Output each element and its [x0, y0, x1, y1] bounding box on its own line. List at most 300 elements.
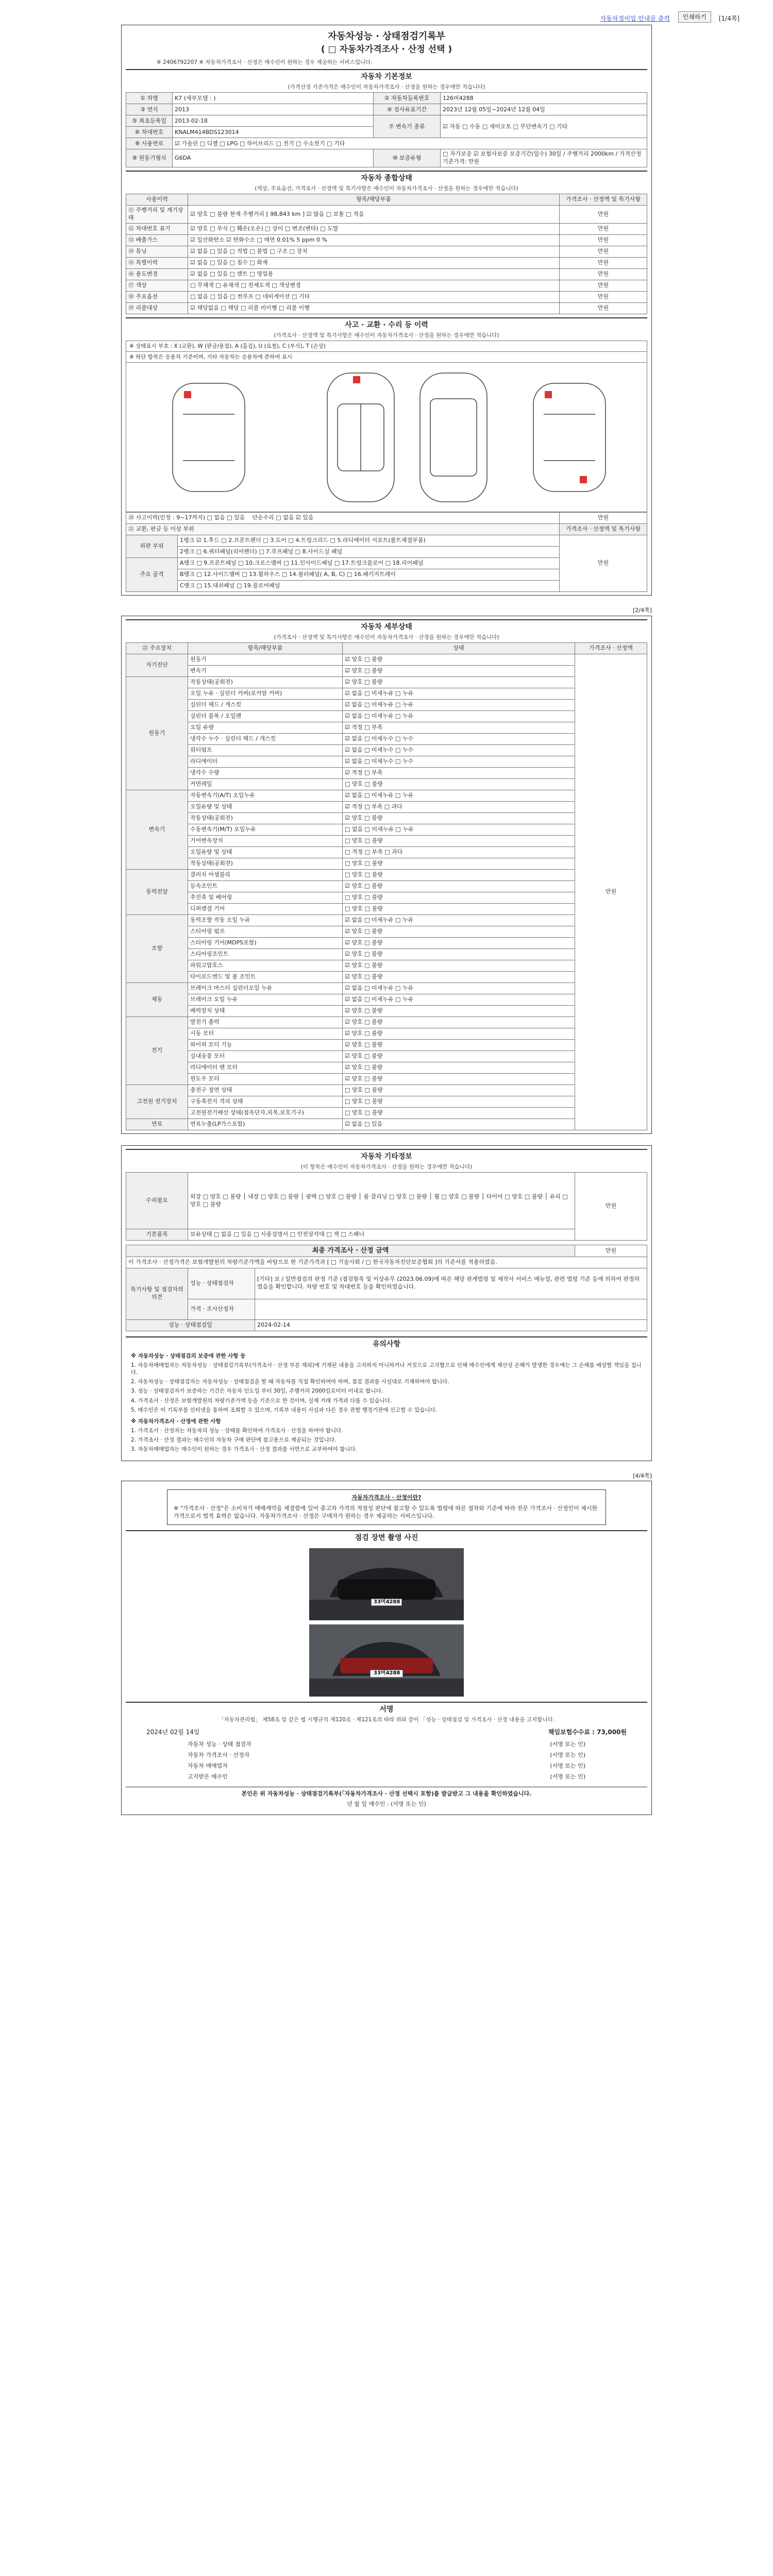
device-group: 제동 [126, 983, 188, 1017]
caution-item: 4. 가격조사 · 산정은 보험개발원의 차량기준가액 등을 기준으로 한 것이며, 실제 거래 가격과 다를 수 있습니다. [131, 1397, 392, 1404]
device-item: 윈도우 모터 [188, 1074, 343, 1085]
device-state: ☑ 적정 □ 부족 [343, 768, 575, 779]
sign-meta [126, 1725, 647, 1739]
device-state: ☑ 없음 □ 미세누유 □ 누유 [343, 915, 575, 926]
device-state: ☑ 없음 □ 미세누유 □ 누유 [343, 790, 575, 802]
table-row [126, 847, 647, 858]
other-info-title: 자동차 기타정보 [126, 1149, 647, 1163]
document-note: ※ 2406792207 ※ 자동차가격조사 · 산정은 매수인이 원하는 경우 제공하는 서비스입니다. [157, 59, 373, 66]
row-value: ☑ 없음 □ 있음 □ 렌트 □ 영업용 [188, 268, 560, 280]
table-row [126, 915, 647, 926]
row-label: ⑬ 배출가스 [126, 234, 188, 246]
device-state: ☑ 적정 □ 부족 □ 과다 [343, 802, 575, 813]
status-table [126, 194, 647, 314]
row-value: ☑ 해당없음 □ 해당 □ 리콜 미이행 □ 리콜 이행 [188, 302, 560, 314]
device-item: 기어변속장치 [188, 836, 343, 847]
row-price: 만원 [560, 302, 647, 314]
table-row [126, 858, 647, 870]
other-info-table [126, 1172, 647, 1241]
table-row [126, 138, 647, 149]
accident-legend-2: ※ 하단 항목은 승용차 기준이며, 기타 자동차는 승용차에 준하여 표시 [126, 352, 647, 363]
row-price: 만원 [560, 535, 647, 592]
table-row [126, 756, 647, 768]
final-price-amount: 만원 [575, 1245, 647, 1257]
row-value: ☑ 양호 □ 불량 현재 주행거리 [ 98,843 km ] ☑ 많음 □ 보통 □ 적음 [188, 206, 560, 224]
device-state: ☑ 양호 □ 불량 [343, 677, 575, 688]
caution-head-2: ※ 자동차가격조사 · 산정에 관한 사항 [131, 1418, 221, 1425]
cell-value: 2013-02-18 [173, 115, 374, 127]
device-state: □ 양호 □ 불량 [343, 779, 575, 790]
basic-info-title: 자동차 기본정보 [126, 69, 647, 83]
cell-label: ② 자동차등록번호 [374, 93, 441, 104]
row-label: ⑮ 특별이력 [126, 257, 188, 268]
device-state: ☑ 없음 □ 미세누유 □ 누유 [343, 688, 575, 700]
device-state: ☑ 없음 □ 미세누수 □ 누수 [343, 734, 575, 745]
device-item: 배력장치 상태 [188, 1006, 343, 1017]
accident-title: 사고 · 교환 · 수리 등 이력 [126, 317, 647, 331]
column-header: 항목/해당부품 [188, 643, 343, 654]
table-row [126, 768, 647, 779]
outer-rank-1: 1랭크 ☑ 1.후드 □ 2.프론트펜더 □ 3.도어 □ 4.트렁크리드 □ 5.라디에이터 서포트(볼트체결부품) [178, 535, 560, 547]
table-row [126, 1319, 647, 1331]
cell-value: ☑ 가솔린 □ 디젤 □ LPG □ 하이브리드 □ 전기 □ 수소전기 □ 기타 [173, 138, 647, 149]
device-state: □ 양호 □ 불량 [343, 892, 575, 904]
opinion-sub: 성능 · 상태점검자 [188, 1268, 255, 1299]
device-item: 연료누출(LP가스포함) [188, 1119, 343, 1130]
row-value: 외장 □ 양호 □ 불량 │ 내장 □ 양호 □ 불량 │ 광택 □ 양호 □ 불량 │ 룸 클리닝 □ 양호 □ 불량 │ 휠 □ 양호 □ 불량 │ 타이어 □ 양호 □ 불량 │ 유리 □ 양호 □ 불량 [188, 1173, 575, 1229]
row-value: ☑ 일산화탄소 ☑ 탄화수소 □ 매연 0.01% 5 ppm 0 % [188, 234, 560, 246]
column-header: 가격조사 · 산정액 및 특기사항 [560, 194, 647, 206]
sign-title: 서명 [126, 1702, 647, 1716]
guide-print-link[interactable]: 자동차정비업 안내문 출력 [600, 15, 670, 22]
cell-value: ☑ 자동 □ 수동 □ 세미오토 □ 무단변속기 □ 기타 [441, 115, 647, 138]
signer-role: 자동차 매매업자 [188, 1762, 228, 1769]
price-notice-box [167, 1489, 606, 1525]
row-value: ☑ 양호 □ 부식 □ 훼손(오손) □ 상이 □ 변조(변타) □ 도말 [188, 223, 560, 234]
outer-panel-label: 외판 부위 [126, 535, 178, 558]
main-frame-label: 주요 골격 [126, 558, 178, 592]
sign-date: 2024년 02월 14일 [146, 1728, 200, 1736]
photo-rear [309, 1624, 464, 1697]
device-item: 시동 모터 [188, 1028, 343, 1040]
outer-rank-2: 2랭크 □ 6.쿼터패널(리어펜더) □ 7.루프패널 □ 8.사이드실 패널 [178, 547, 560, 558]
device-state: ☑ 없음 □ 미세누유 □ 누유 [343, 994, 575, 1006]
car-front-photo [309, 1548, 464, 1620]
device-group: 고전원 전기장치 [126, 1085, 188, 1119]
opinion-label: 특기사항 및 점검자의 의견 [126, 1268, 188, 1319]
device-state: ☑ 양호 □ 불량 [343, 926, 575, 938]
table-row [126, 904, 647, 915]
device-group: 동력전달 [126, 870, 188, 915]
status-title: 자동차 종합상태 [126, 171, 647, 184]
table-row [126, 1229, 647, 1241]
table-row [126, 813, 647, 824]
device-group: 원동기 [126, 677, 188, 790]
row-price: 만원 [575, 654, 647, 1130]
row-price: 만원 [560, 257, 647, 268]
table-header-row [126, 194, 647, 206]
cell-label: ① 차명 [126, 93, 173, 104]
cell-label: ⑨ 원동기형식 [126, 149, 173, 167]
row-label: ⑪ 주행거리 및 계기상태 [126, 206, 188, 224]
signer-row [188, 1739, 585, 1750]
table-row [126, 234, 647, 246]
simple-repair-label: 단순수리 □ 없음 ☑ 있음 [252, 514, 314, 521]
accident-table [126, 512, 647, 592]
inspection-fee: 책임보험수수료 : 73,000원 [548, 1728, 627, 1736]
device-item: 고전원전기배선 상태(접속단자,피복,보호기구) [188, 1108, 343, 1119]
device-item: 와이퍼 모터 기능 [188, 1040, 343, 1051]
table-row [126, 535, 647, 547]
device-state: ☑ 없음 □ 미세누유 □ 누유 [343, 983, 575, 994]
table-row [126, 1245, 647, 1257]
inspection-date-label: 성능 · 상태점검일 [126, 1319, 255, 1331]
row-label: 기본품목 [126, 1229, 188, 1241]
table-row [126, 149, 647, 167]
frame-rank-c: C랭크 □ 15.대쉬패널 □ 19.플로어패널 [178, 581, 560, 592]
caution-item: 3. 자동차매매업자는 매수인이 원하는 경우 가격조사 · 산정 결과를 서면으로 교부하여야 합니다. [131, 1446, 357, 1453]
table-row [126, 257, 647, 268]
table-row [126, 291, 647, 302]
device-item: 충전구 절연 상태 [188, 1085, 343, 1096]
table-row [126, 223, 647, 234]
table-row [126, 654, 647, 666]
cell-label: ⑤ 최초등록일 [126, 115, 173, 127]
signer-row [188, 1772, 585, 1783]
table-row [126, 824, 647, 836]
sign-text: 「자동차관리법」 제58조 및 같은 법 시행규칙 제120조 · 제121조의 따라 위와 같이 「성능 · 상태점검 및 가격조사 · 산정 내용을 고지합니다. [219, 1716, 554, 1723]
plate-number-2: 33머4288 [374, 1670, 400, 1676]
device-group: 자기진단 [126, 654, 188, 677]
status-note: (색상, 주요옵션, 가격조사 · 산정액 및 특기사항은 매수인이 자동차가격조사 · 산정을 원하는 경우에만 적습니다) [255, 185, 518, 192]
device-state: ☑ 없음 □ 있음 [343, 1119, 575, 1130]
device-state: ☑ 양호 □ 불량 [343, 960, 575, 972]
signer-role: 자동차 가격조사 · 산정자 [188, 1751, 250, 1758]
device-item: 냉각수 수량 [188, 768, 343, 779]
signer-row [188, 1761, 585, 1772]
device-item: 작동상태(공회전) [188, 813, 343, 824]
device-item: 발전기 출력 [188, 1017, 343, 1028]
device-group: 전기 [126, 1017, 188, 1085]
caution-list [126, 1350, 647, 1458]
signature-field[interactable]: (서명 또는 인) [550, 1751, 585, 1758]
table-row [126, 700, 647, 711]
caution-title: 유의사항 [126, 1336, 647, 1350]
device-group: 조향 [126, 915, 188, 983]
device-state: □ 양호 □ 불량 [343, 1108, 575, 1119]
table-row [126, 711, 647, 722]
device-item: 커먼레일 [188, 779, 343, 790]
table-row [126, 994, 647, 1006]
signer-row [188, 1750, 585, 1761]
device-item: 브레이크 마스터 실린더오일 누유 [188, 983, 343, 994]
device-state: ☑ 양호 □ 불량 [343, 1040, 575, 1051]
cell-label: ④ 검사유효기간 [374, 104, 441, 115]
signer-list [126, 1739, 647, 1782]
device-group: 변속기 [126, 790, 188, 870]
buyer-sign-line: 년 월 일 매수인 : (서명 또는 인) [347, 1801, 426, 1808]
signature-field[interactable]: (서명 또는 인) [550, 1762, 585, 1769]
table-row [126, 1062, 647, 1074]
device-item: 타이로드엔드 및 볼 조인트 [188, 972, 343, 983]
column-header: 사용이력 [126, 194, 188, 206]
cell-value: K7 (세부모델 : ) [173, 93, 374, 104]
device-group: 연료 [126, 1119, 188, 1130]
inspection-sheet-page-3 [121, 1145, 652, 1461]
device-state: ☑ 양호 □ 불량 [343, 666, 575, 677]
cell-value: 126머4288 [441, 93, 647, 104]
device-item: 등속조인트 [188, 881, 343, 892]
price-notice-title: 자동차가격조사 · 산정이란? [351, 1494, 422, 1501]
row-price: 만원 [560, 206, 647, 224]
signer-role: 자동차 성능 · 상태 점검자 [188, 1741, 251, 1748]
car-outline-svg [126, 363, 648, 511]
row-value: ☑ 없음 □ 있음 □ 침수 □ 화재 [188, 257, 560, 268]
device-item: 실내송풍 모터 [188, 1051, 343, 1062]
device-item: 변속기 [188, 666, 343, 677]
table-row [126, 524, 647, 535]
row-price: 만원 [560, 268, 647, 280]
device-state: ☑ 양호 □ 불량 [343, 1051, 575, 1062]
table-row [126, 836, 647, 847]
document-title: 자동차성능 · 상태점검기록부 [327, 31, 446, 42]
opinion-value [255, 1299, 647, 1319]
table-row [126, 280, 647, 291]
top-bar [0, 0, 773, 25]
table-row [126, 1173, 647, 1229]
device-item: 원동기 [188, 654, 343, 666]
device-item: 동력조향 작동 오일 누유 [188, 915, 343, 926]
device-item: 오일유량 및 상태 [188, 847, 343, 858]
device-item: 스티어링 펌프 [188, 926, 343, 938]
buyer-confirm: 본인은 위 자동차성능 · 상태점검기록부(「자동차가격조사 · 산정 선택시 포함)를 발급받고 그 내용을 확인하였습니다. [126, 1787, 647, 1801]
table-row [126, 1119, 647, 1130]
signature-field[interactable]: (서명 또는 인) [550, 1741, 585, 1748]
device-state: ☑ 양호 □ 불량 [343, 654, 575, 666]
device-state: □ 양호 □ 불량 [343, 1085, 575, 1096]
table-row [126, 1028, 647, 1040]
signature-field[interactable]: (서명 또는 인) [550, 1773, 585, 1780]
signer-role: 고지받은 매수인 [188, 1773, 228, 1780]
table-row [126, 938, 647, 949]
device-state: □ 양호 □ 불량 [343, 1096, 575, 1108]
detail-table [126, 642, 647, 1130]
inspection-sheet-page-1 [121, 25, 652, 596]
device-state: ☑ 양호 □ 불량 [343, 813, 575, 824]
column-header: ㉒ 주요장치 [126, 643, 188, 654]
device-state: □ 양호 □ 불량 [343, 858, 575, 870]
device-item: 스티어링조인트 [188, 949, 343, 960]
device-item: 라디에이터 팬 모터 [188, 1062, 343, 1074]
device-state: ☑ 없음 □ 미세누유 □ 누유 [343, 711, 575, 722]
device-item: 워터펌프 [188, 745, 343, 756]
price-header: 가격조사 · 산정액 및 특기사항 [560, 524, 647, 535]
row-label: ⑲ 리콜대상 [126, 302, 188, 314]
caution-head: ※ 자동차성능 · 상태점검의 보증에 관한 사항 등 [131, 1352, 246, 1359]
inspection-sheet-page-4 [121, 1481, 652, 1815]
device-state: □ 양호 □ 불량 [343, 904, 575, 915]
cell-value: 2013 [173, 104, 374, 115]
row-price: 만원 [560, 280, 647, 291]
caution-item: 1. 가격조사 · 산정자는 자동차의 성능 · 상태를 확인하여 가격조사 · 산정을 하여야 합니다. [131, 1428, 343, 1434]
table-row [126, 1299, 647, 1319]
car-right-side-outline [533, 383, 606, 492]
device-state: ☑ 없음 □ 미세누수 □ 누수 [343, 745, 575, 756]
table-row [126, 1006, 647, 1017]
opinion-sub: 가격 · 조사산정자 [188, 1299, 255, 1319]
table-row [126, 1051, 647, 1062]
row-price: 만원 [575, 1173, 647, 1241]
device-item: 클러치 어셈블리 [188, 870, 343, 881]
table-row [126, 745, 647, 756]
row-price: 만원 [560, 223, 647, 234]
device-item: 오일유량 및 상태 [188, 802, 343, 813]
cell-label: ⑧ 사용연료 [126, 138, 173, 149]
device-item: 구동축전지 격리 상태 [188, 1096, 343, 1108]
row-label: ⑰ 색상 [126, 280, 188, 291]
device-state: ☑ 적정 □ 부족 [343, 722, 575, 734]
column-header: 상태 [343, 643, 575, 654]
caution-item: 2. 가격조사 · 산정 결과는 매수인의 자동차 구매 판단에 참고용으로 제공되는 것입니다. [131, 1437, 337, 1444]
basic-info-table [126, 92, 647, 167]
table-row [126, 666, 647, 677]
table-row [126, 246, 647, 257]
row-price: 만원 [560, 234, 647, 246]
accident-legend: ※ 상태표시 부호 : X (교환), W (판금/용접), A (흠집), U (요철), C (부식), T (손상) [126, 341, 647, 352]
table-row [126, 1108, 647, 1119]
device-item: 파워고압호스 [188, 960, 343, 972]
table-row [126, 1040, 647, 1051]
table-row [126, 688, 647, 700]
accident-history-row [126, 513, 560, 524]
page-2-number: [2/4쪽] [633, 607, 652, 614]
table-row [126, 1257, 647, 1268]
row-price: 만원 [560, 513, 647, 524]
caution-item: 1. 자동차매매업자는 자동차성능 · 상태점검기록부(가격조사 · 산정 부분 제외)에 기재된 내용을 고지하지 아니하거나 거짓으로 고지함으로 인해 매수인에게 재산상 손해가 발생한 경우에는 그 손해를 배상할 책임을 집니다. [131, 1362, 642, 1376]
cell-value: 2023년 12월 05일~2024년 12월 04일 [441, 104, 647, 115]
other-info-note: (이 항목은 매수인이 자동차가격조사 · 산정을 원하는 경우에만 적습니다) [300, 1164, 473, 1171]
table-row [126, 1096, 647, 1108]
final-price-title: 최종 가격조사 · 산정 금액 [126, 1245, 575, 1257]
caution-item: 5. 매수인은 이 기록부를 인터넷을 통하여 조회할 수 있으며, 기록부 내용이 사실과 다른 경우 관할 행정기관에 신고할 수 있습니다. [131, 1406, 438, 1413]
device-state: □ 적정 □ 부족 □ 과다 [343, 847, 575, 858]
row-label: ⑫ 차대번호 표기 [126, 223, 188, 234]
device-item: 실린더 블록 / 오일팬 [188, 711, 343, 722]
device-state: □ 없음 □ 미세누유 □ 누유 [343, 824, 575, 836]
frame-rank-a: A랭크 □ 9.프론트패널 □ 10.크로스멤버 □ 11.인사이드패널 □ 17.트렁크플로어 □ 18.리어패널 [178, 558, 560, 569]
price-notice-text: ※ "가격조사 · 산정"은 소비자가 매매계약을 체결함에 있어 중고차 가격의 적정성 판단에 참고할 수 있도록 법령에 따른 절차와 기준에 따라 전문 가격조사 · 산정인이 제시한 가격으로서 법적 효력은 없습니다. 자동차가격조사 · 산정은 구매자가 원하는 경우 제공하는 서비스입니다. [174, 1505, 598, 1520]
device-state: □ 양호 □ 불량 [343, 836, 575, 847]
caution-item: 2. 자동차성능 · 상태점검자는 자동차성능 · 상태점검을 할 때 자동차를 직접 확인하여야 하며, 점검 결과를 사실대로 기재하여야 합니다. [131, 1379, 449, 1385]
table-row [126, 677, 647, 688]
device-state: ☑ 양호 □ 불량 [343, 881, 575, 892]
table-row [126, 115, 647, 127]
table-row [126, 790, 647, 802]
final-price-table [126, 1245, 647, 1331]
column-header: 가격조사 · 산정액 [575, 643, 647, 654]
table-row [126, 722, 647, 734]
caution-item: 3. 성능 · 상태점검자가 보증하는 기간은 자동차 인도일 부터 30일, 주행거리 2000킬로미터 이내로 합니다. [131, 1388, 383, 1395]
final-price-text: 이 가격조사 · 산정가격은 보험개발원의 차량기준가액을 바탕으로 한 기준가격과 [ □ 기술사회 / □ 한국자동차진단보증협회 ]의 기준서를 적용하였음. [126, 1257, 647, 1268]
device-state: ☑ 양호 □ 불량 [343, 1017, 575, 1028]
table-row [126, 960, 647, 972]
device-item: 오일 유량 [188, 722, 343, 734]
table-row [126, 892, 647, 904]
table-row [126, 302, 647, 314]
device-item: 라디에이터 [188, 756, 343, 768]
cell-value: □ 자가보증 ☑ 보험사보증 보증기간(일수) 30일 / 주행거리 2000km / 가격산정 기준가격: 만원 [441, 149, 647, 167]
device-item: 오일 누유 · 실린더 커버(로커암 커버) [188, 688, 343, 700]
column-header: 항목/해당부품 [188, 194, 560, 206]
print-button[interactable]: 인쇄하기 [678, 11, 711, 23]
device-item: 작동상태(공회전) [188, 858, 343, 870]
accident-note: (가격조사 · 산정액 및 특기사항은 매수인이 자동차가격조사 · 산정을 원하는 경우에만 적습니다) [274, 332, 499, 338]
page-number: [1/4쪽] [718, 15, 740, 22]
row-price: 만원 [560, 291, 647, 302]
table-row [126, 1268, 647, 1299]
table-row [126, 983, 647, 994]
cell-label: ⑦ 변속기 종류 [374, 115, 441, 138]
table-row [126, 1017, 647, 1028]
photo-front [309, 1548, 464, 1620]
row-value: 보유상태 □ 없음 □ 있음 □ 사용설명서 □ 안전삼각대 □ 잭 □ 스패너 [188, 1229, 575, 1241]
device-state: ☑ 양호 □ 불량 [343, 1062, 575, 1074]
row-label: ⑯ 용도변경 [126, 268, 188, 280]
table-row [126, 513, 647, 524]
abnormal-part-label: ㉑ 교환, 판금 등 이상 부위 [126, 524, 560, 535]
table-row [126, 779, 647, 790]
table-row [126, 206, 647, 224]
table-row [126, 93, 647, 104]
table-row [126, 1085, 647, 1096]
table-row [126, 268, 647, 280]
device-state: ☑ 양호 □ 불량 [343, 1074, 575, 1085]
device-item: 냉각수 누수 · 실린더 헤드 / 개스킷 [188, 734, 343, 745]
table-row [126, 802, 647, 813]
inspection-sheet-page-2 [121, 616, 652, 1134]
device-item: 추진축 및 베어링 [188, 892, 343, 904]
row-value: ☑ 없음 □ 있음 □ 적법 □ 불법 □ 구조 □ 장치 [188, 246, 560, 257]
device-item: 실린더 헤드 / 개스킷 [188, 700, 343, 711]
table-row [126, 870, 647, 881]
table-row [126, 949, 647, 960]
cell-label: ⑩ 보증유형 [374, 149, 441, 167]
table-row [126, 104, 647, 115]
photo-title: 점검 장면 촬영 사진 [126, 1530, 647, 1544]
device-state: □ 양호 □ 불량 [343, 870, 575, 881]
table-row [126, 881, 647, 892]
device-state: ☑ 양호 □ 불량 [343, 949, 575, 960]
cell-value: KNALM414BDS123014 [173, 127, 374, 138]
detail-title: 자동차 세부상태 [126, 619, 647, 633]
car-rear-photo [309, 1624, 464, 1697]
row-value: □ 없음 □ 있음 □ 썬루프 □ 네비게이션 □ 기타 [188, 291, 560, 302]
cell-label: ⑥ 차대번호 [126, 127, 173, 138]
document-subtitle: ( □ 자동차가격조사 · 산정 선택 ) [321, 44, 452, 55]
row-label: ⑱ 주요옵션 [126, 291, 188, 302]
row-label: ⑭ 튜닝 [126, 246, 188, 257]
inspection-date: 2024-02-14 [255, 1319, 647, 1331]
table-row [126, 972, 647, 983]
row-value: □ 무채색 □ 유채색 □ 전체도색 □ 색상변경 [188, 280, 560, 291]
table-row [126, 734, 647, 745]
device-state: ☑ 양호 □ 불량 [343, 1006, 575, 1017]
plate-number-1: 33머4288 [374, 1599, 400, 1605]
device-state: ☑ 없음 □ 미세누유 □ 누유 [343, 700, 575, 711]
table-header-row [126, 643, 647, 654]
device-item: 작동상태(공회전) [188, 677, 343, 688]
device-state: ☑ 없음 □ 미세누수 □ 누수 [343, 756, 575, 768]
